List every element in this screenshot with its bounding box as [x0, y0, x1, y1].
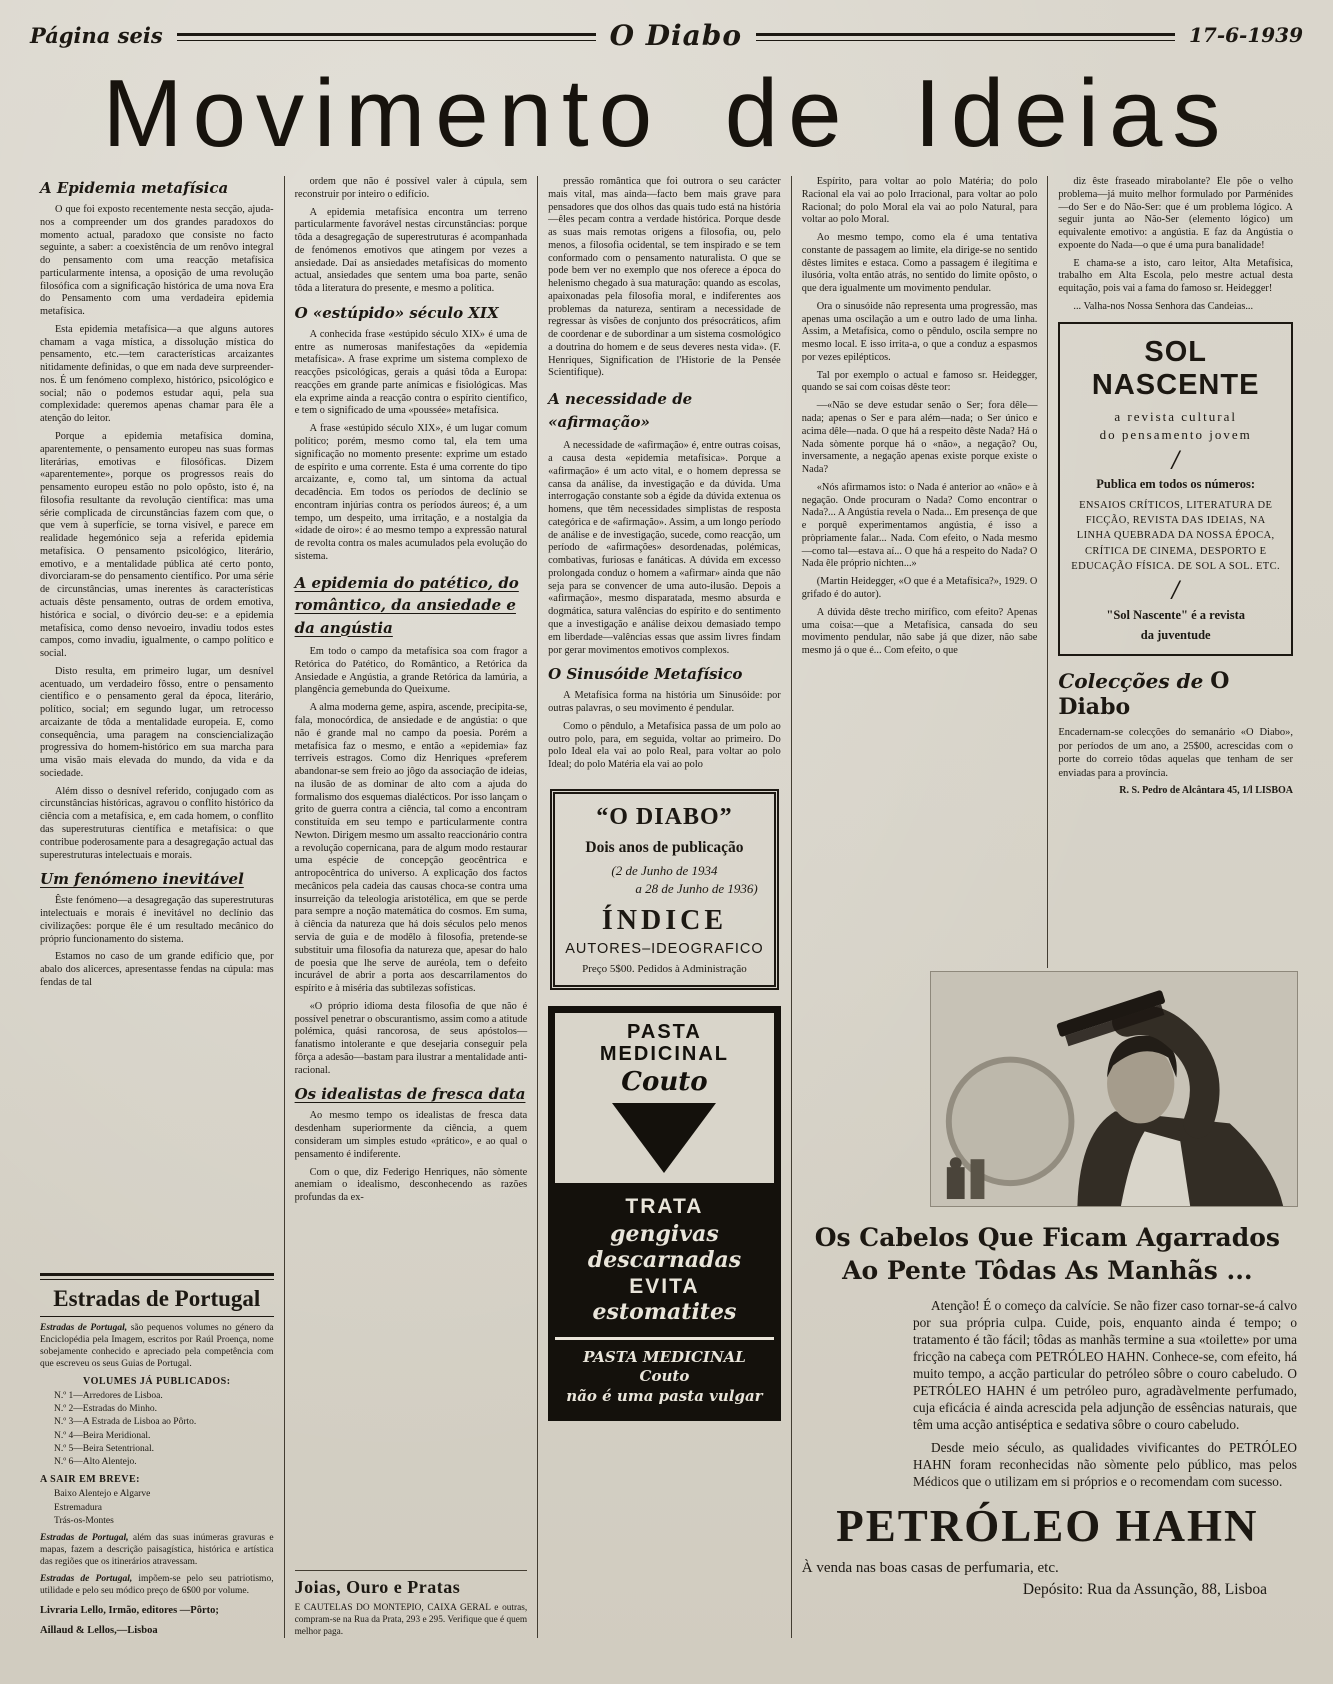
estradas-de-portugal-ad — [40, 1267, 274, 1638]
masthead-rule-right — [756, 33, 1175, 41]
column-5 — [1047, 176, 1303, 968]
volume-item: N.º 5—Beira Setentrional. — [54, 1443, 155, 1454]
diabo-ad-price: Preço 5$00. Pedidos à Administração — [582, 962, 747, 975]
article-paragraph: diz êste fraseado mirabolante? Êle põe o velho problema—já muito melhor formulado por Parménides—do Ser e do Não-Ser: que é um problema lógico. A seguir junta ao Não-Ser (elemento lógico) um equivalente emotivo: a angústia. E faz da Angústia o expoente do Nada—o que é uma pura banalidade! — [1058, 176, 1293, 251]
sol-topics: ENSAIOS CRÍTICOS, LITERATURA DE FICÇÃO, REVISTA DAS IDEIAS, NA LINHA QUEBRADA DA NOSSA ÉPOCA, CRÍTICA DE CINEMA, DESPORTO E EDUCAÇÃO FÍSICA. DE SOL A SOL. ETC. — [1071, 500, 1281, 572]
section-heading-sinusoide: O Sinusóide Metafísico — [548, 665, 743, 684]
volumes-label: VOLUMES JÁ PUBLICADOS: — [83, 1375, 231, 1387]
section-heading-idealistas: Os idealistas de fresca data — [294, 1085, 526, 1104]
hahn-headline-line-1: Os Cabelos Que Ficam Agarrados — [814, 1223, 1280, 1252]
evita-label: EVITA — [629, 1274, 700, 1298]
sol-footer-line-2: da juventude — [1140, 627, 1211, 642]
ad-paragraph: Atenção! É o começo da calvície. Se não fizer caso tornar-se-á calvo por sua própria culpa. Cuide, pois, enquanto ainda é tempo; o tratamento é tão fácil; tôdas as manhãs termine a sua «toilette» por uma fricção na cabeça com PETRÓLEO HAHN. Conhece-se, com efeito, há muito tempo, a acção particular do petróleo sôbre o couro cabeludo. O PETRÓLEO HAHN é um petróleo puro, agradàvelmente perfumado, cuja eficácia é ainda acrescida pela adjunção de essências naturais, que têm uma acção antiséptica e sedativa sôbre o couro cabeludo. — [913, 1298, 1297, 1433]
paragraph-group — [295, 1110, 528, 1209]
hahn-brand-name: PETRÓLEO HAHN — [836, 1501, 1259, 1552]
main-headline: Movimento de Ideias — [102, 60, 1231, 167]
article-paragraph: Ao mesmo tempo os idealistas de fresca data desdenham superiormente da ciência, a quem consideram um simples estudo «prático», e ao qual o pensamento é indiferente. — [294, 1110, 528, 1160]
estradas-note-1 — [40, 1533, 274, 1569]
evita-text: estomatites — [592, 1298, 737, 1325]
volume-item: N.º 2—Estradas do Minho. — [54, 1403, 157, 1414]
hahn-headline-line-2: Ao Pente Tôdas As Manhãs ... — [842, 1255, 1253, 1285]
volume-item: N.º 4—Beira Meridional. — [54, 1430, 151, 1441]
ad-rule — [40, 1316, 274, 1317]
diabo-ad-autores: AUTORES–IDEOGRAFICO — [565, 940, 764, 957]
article-paragraph: Tal por exemplo o actual e famoso sr. Heidegger, quando se sai com coisas dêste teor: — [801, 369, 1038, 394]
volume-item: N.º 6—Alto Alentejo. — [54, 1457, 137, 1468]
estradas-intro-text: são pequenos volumes no género da Enciclopédia pela Imagem, escritos por Raúl Proença, nome sobejamente conhecido e apreciado pela competência com que escreveu os seus Guias de Portugal. — [40, 1323, 274, 1369]
diabo-ad-date-2: a 28 de Junho de 1936) — [635, 880, 758, 896]
hahn-depot-line: Depósito: Rua da Assunção, 88, Lisboa — [1022, 1581, 1267, 1599]
text-columns-4-5 — [792, 176, 1303, 968]
paragraph-group — [295, 646, 528, 1082]
volumes-list — [40, 1390, 274, 1470]
article-paragraph: Êste fenómeno—a desagregação das superestruturas intelectuais e morais é inevitável no declínio das civilizações: porque êle é um resultado mecânico do próprio funcionamento do sistema. — [40, 895, 274, 945]
article-paragraph: Esta epidemia metafísica—a que alguns autores chamam a vaga mística, a dissolução mística do pensamento, etc.—tem características arcaizantes nìtidamente definidas, o que em nada deve surpreender-nos. É um fenómeno complexo, histórico, psicológico e social; não o podemos estudar aqui, pela sua complexidade: queremos apenas chamar para êle a atenção do leitor. — [40, 323, 274, 425]
coleccoes-title — [1058, 668, 1293, 720]
paragraph-group — [295, 176, 528, 301]
hahn-ad-headline — [798, 1222, 1297, 1287]
coleccoes-address: R. S. Pedro de Alcântara 45, 1/l LISBOA — [1119, 784, 1293, 796]
hahn-availability-line: À venda nas boas casas de perfumaria, etc. — [801, 1560, 1059, 1577]
article-paragraph: Em todo o campo da metafísica soa com fragor a Retórica do Patético, do Romântico, a Retórica da Ansiedade e Angústia, a grande Retórica da lamúria, a plangência gemebunda do Queixume. — [294, 646, 528, 696]
pasta-footer-line-1: PASTA MEDICINAL Couto — [583, 1347, 746, 1386]
column-1 — [30, 176, 284, 1638]
petroleo-hahn-ad — [792, 968, 1303, 1638]
publisher-line-2: Aillaud & Lellos,—Lisboa — [40, 1624, 158, 1636]
diabo-ad-subtitle: Dois anos de publicação — [585, 838, 744, 856]
sol-nascente-title: SOL NASCENTE — [1091, 335, 1260, 401]
masthead — [30, 14, 1303, 56]
article-paragraph: A epidemia metafísica encontra um terreno particularmente favorável nestas circunstâncias: porque tôda a desagregação de superestruturas é acompanhada de fenómenos emotivos que atingem por vezes a ansiedade. Daí as ansiedades metafísicas do momento actual, ansiedades que sentem uma boa parte, senão tôda a literatura do presente, e mesmo a política. — [294, 206, 528, 295]
paragraph-group — [40, 895, 274, 994]
page-number-label: Página seis — [30, 22, 163, 48]
pasta-trata-line — [563, 1195, 766, 1219]
article-paragraph: Porque a epidemia metafísica domina, aparentemente, o pensamento europeu nas suas formas literárias, emotivas e filosóficas. Dizem «aparentemente», porque os progressos reais do pensamento europeu estão no polo opôsto, isto é, na filosofia resultante da revolução científica: mas uma série complicada de circunstâncias fazem com que, o que vem à superfície, se torna visível, e parece em realidade hegemónico seja a referida epidemia metafísica. O pensamento psicológico, literário, emotivo, e a mentalidade pública até certo ponto, divorciaram-se do pensamento científico. Por uma série de circunstâncias, umas inerentes às características actuais dêste pensamento, outras de ordem emotiva, histórica e social, o divórcio deu-se: e a epidemia metafísica, como denso nevoeiro, invadiu todos estes campos, como invadiu, igualmente, o campo político e social. — [40, 431, 274, 660]
o-diabo-indice-ad — [550, 789, 779, 990]
pasta-footer-line-2: não é uma pasta vulgar — [566, 1386, 763, 1405]
newspaper-title: O Diabo — [609, 18, 743, 52]
coleccoes-body: Encadernam-se colecções do semanário «O Diabo», por períodos de um ano, a 25$00, acrescidas com o porte do correio tôdas aquelas que tenham de ser enviadas para a província. — [1058, 727, 1293, 780]
paragraph-group — [40, 204, 274, 867]
paragraph-group — [295, 329, 528, 569]
pasta-brand-script: Couto — [621, 1066, 708, 1097]
article-paragraph: A alma moderna geme, aspira, ascende, precipita-se, fala, monocórdica, de ansiedade e de angústia: o que não é grande mal no campo da poesia. Porém a metafísica faz o mesmo, e então a «epidemia» faz terríveis estragos. Como diz Henriques «preferem abandonar-se sem freio ao jôgo da associação de ideias, na ilusão de as dominar de alto com a ajuda do formalismo dos esquemas dialécticos. Por isso lançam o grito de guerra contra a ciência, tal como a encontram constituída em seu tempo e particularmente contra Newton. Dirigem mesmo um assalto reaccionário contra a revolução copernicana, para de algum modo restaurar uma espécie de concepção geocêntrica e antropocêntrica do universo. A explicação dos factos mecânicos pela cadeia das causas choca-se contra uma insurreição da teleologia aristotélica, em que se perde para sempre a noção matemática do cosmos. Em suma, à ciência da natureza que há dois séculos pelo menos servia de guia e de modêlo à filosofia, pretende-se substituir uma filosofia da natureza que, apesar do halo de poesia que lhe serve de auréola, tem o defeito incurável de abrir a porta aos descarrilamentos do espírito e à miséria das subtilezas sofísticas. — [294, 702, 528, 995]
section-heading-epidemia-patetico: A epidemia do patético, do romântico, da ansiedade e da angústia — [294, 573, 519, 637]
coleccoes-notice — [1058, 666, 1293, 798]
coleccoes-title-script: Colecções de — [1058, 669, 1204, 694]
diabo-ad-indice: ÍNDICE — [601, 904, 728, 936]
estradas-note-2 — [40, 1574, 274, 1598]
article-paragraph: A frase «estúpido século XIX», é um lugar comum político; porém, mesmo como tal, ela tem uma significação no momento presente: exprime um estado de espírito e uma corrente. Esta é uma corrente do tipo arcaizante, e, como tal, um sintoma da actual decadência. Em todos os períodos de declínio se encontram injúrias contra os períodos áureos; é, a um tempo, um despeito, uma irritação, e a nostalgia da «idade de oiro»: é ao mesmo tempo a expressão natural de revolta contra os males acumulados pela evolução do sistema. — [294, 423, 528, 562]
section-heading-fenomeno: Um fenómeno inevitável — [40, 870, 244, 889]
article-paragraph: «Nós afirmamos isto: o Nada é anterior ao «não» e à negação. Onde procuram o Nada? Como encontrar o Nada?... A Angústia revela o Nada... Em presença de que e porquê experimentamos angústia, é isso a pròpriamente falar... Nada. Com efeito, o Nada mesmo—como tal—estava aí... O que há a respeito do Nada? O Nada êle próprio nichten...» — [801, 481, 1038, 570]
article-paragraph: Espírito, para voltar ao polo Matéria; do polo Racional ela vai ao polo Irracional, para voltar ao polo Racional; do polo Moral ela vai ao polo Natural, para voltar ao polo Moral. — [801, 176, 1038, 226]
trata-label: TRATA — [625, 1194, 704, 1218]
pasta-ad-claims — [555, 1183, 774, 1337]
ad-rule — [40, 1273, 274, 1280]
slash-ornament: / — [1171, 448, 1180, 474]
estradas-note-2-text: impõem-se pelo seu patriotismo, utilidade e pelo seu módico preço de 6$00 por volume. — [40, 1573, 274, 1596]
column-4 — [792, 176, 1048, 968]
article-paragraph: A conhecida frase «estúpido século XIX» é uma de entre as numerosas manifestações da «epidemia metafísica». A frase exprime um sistema complexo de reacções psicológicas, gerais a quási tôda a Europa: reacções em grande parte anímicas e fisiológicas. Mas ela exprime ainda a reacção contra o espírito científico, e tem o significado de uma «poussée» metafísica. — [294, 328, 528, 417]
man-combing-hair-photo — [931, 972, 1297, 1206]
article-paragraph: ... Valha-nos Nossa Senhora das Candeias... — [1073, 300, 1254, 312]
hahn-ad-body — [913, 1297, 1297, 1490]
sol-nascente-ad — [1058, 322, 1293, 656]
column-3 — [537, 176, 791, 1638]
sol-subtitle-2: do pensamento jovem — [1099, 426, 1252, 442]
triangle-ornament — [612, 1103, 716, 1173]
paragraph-group — [548, 690, 781, 777]
article-paragraph: Ao mesmo tempo, como ela é uma tentativa constante de passagem ao limite, ela dirige-se no sentido dêstes limites e estaca. Como a passagem é ilegítima e ilusória, volta então atrás, no sentido do limite opôsto, o que dera igualmente um movimento pendular. — [801, 232, 1038, 295]
estradas-intro-lead: Estradas de Portugal, — [40, 1323, 128, 1334]
soon-item: Baixo Alentejo e Algarve — [54, 1489, 151, 1500]
pasta-ad-header — [555, 1013, 774, 1183]
soon-label: A SAIR EM BREVE: — [40, 1474, 140, 1486]
sol-subtitle-1: a revista cultural — [1114, 408, 1237, 424]
publisher-line-1: Livraria Lello, Irmão, editores —Pôrto; — [40, 1604, 219, 1616]
ad-paragraph: Desde meio século, as qualidades vivificantes do PETRÓLEO HAHN foram reconhecidas não sòmente pelo público, mas pelos Médicos que o utilizam em si próprios e o recomendam com sucesso. — [913, 1440, 1297, 1490]
pasta-brand-line-1: PASTA — [627, 1020, 702, 1043]
article-paragraph: Com o que, diz Federigo Henriques, não sòmente anemiam o idealismo, desconhecendo as razões profundas da ex- — [294, 1166, 528, 1204]
section-heading-epidemia: A Epidemia metafísica — [40, 179, 229, 197]
estradas-intro — [40, 1323, 274, 1371]
sol-footer-line-1: "Sol Nascente" é a revista — [1106, 608, 1245, 623]
joias-ad-title: Joias, Ouro e Pratas — [294, 1576, 461, 1597]
masthead-rule-left — [177, 33, 596, 41]
halftone-photo-illustration — [931, 972, 1297, 1206]
article-paragraph: Além disso o desnível referido, conjugado com as circunstâncias históricas, agravou o conflito histórico da ciência com a metafísica, e, em cada homem, o conflito das superestruturas científica e metafísica: o que contribue poderosamente para a desagregação actual das superestruturas intelectuais e morais. — [40, 785, 274, 861]
trata-text: gengivas descarnadas — [587, 1220, 742, 1273]
soon-item: Trás-os-Montes — [54, 1515, 114, 1526]
article-paragraph: Estamos no caso de um grande edifício que, por abalo dos alicerces, apresentasse fendas na cúpula: mas fendas de tal — [40, 951, 274, 988]
estradas-note-1-text: além das suas inúmeras gravuras e mapas, fazem a descrição paisagística, histórica e artística das regiões que os itinerários atravessam. — [40, 1533, 274, 1568]
volume-item: N.º 1—Arredores de Lisboa. — [54, 1390, 163, 1401]
article-paragraph: ordem que não é possível valer à cúpula, sem reconstruir por inteiro o edifício. — [294, 176, 528, 200]
article-paragraph: (Martin Heidegger, «O que é a Metafísica?», 1929. O grifado é do autor). — [801, 576, 1038, 600]
soon-list — [40, 1488, 274, 1528]
columns-area — [30, 176, 1303, 1638]
estradas-note-2-lead: Estradas de Portugal, — [40, 1573, 133, 1584]
section-heading-estupido-seculo: O «estúpido» século XIX — [294, 303, 499, 322]
pasta-brand-line-2: MEDICINAL — [599, 1042, 729, 1065]
pasta-evita-line — [563, 1275, 766, 1325]
article-paragraph: O que foi exposto recentemente nesta secção, ajuda-nos a compreender um dos grandes paradoxos do momento actual, paradoxo que consiste no facto seguinte, a saber: a coexistência de um renôvo integral do pensamento com uma reacção metafísica particularmente intensa, a oposição de uma revolução filosófica com a significação histórica de uma nova Era do Pensamento com uma verdadeira epidemia metafísica. — [40, 204, 274, 318]
article-paragraph: «O próprio idioma desta filosofia de que não é possível penetrar o obscurantismo, assim como a atitude polémica, quási rancorosa, de seus apóstolos—fanatismo intolerante e que desejaria conseguir pela fôrça a adesão—bastam para ilustrar a mentalidade anti-racional. — [294, 1000, 528, 1076]
pasta-ad-footer — [555, 1337, 774, 1415]
diabo-ad-date-1: (2 de Junho de 1934 — [611, 862, 718, 878]
issue-date: 17-6-1939 — [1189, 23, 1304, 47]
article-paragraph: Como o pêndulo, a Metafísica passa de um polo ao outro polo, para, em seguida, voltar ao primeiro. Do polo Ideal ela vai ao polo Real, para voltar ao polo Ideal; do polo Matéria ela vai ao polo — [548, 720, 781, 771]
article-paragraph: A Metafísica forma na história um Sinusóide: por outras palavras, o seu movimento é pendular. — [548, 690, 781, 715]
column-2 — [284, 176, 538, 1638]
paragraph-group — [548, 176, 781, 385]
pasta-medicinal-couto-ad — [548, 1006, 781, 1422]
diabo-ad-title: “O DIABO” — [596, 803, 733, 830]
article-paragraph: Ora o sinusóide não representa uma progressão, mas apenas uma oscilação a um e outro lado de uma linha. Assim, a Metafísica, como o pêndulo, oscila sempre no mesmo local. E isso irrita-a, o que a conduz a espasmos por vezes epilépticos. — [801, 300, 1038, 363]
article-paragraph: A dúvida dêste trecho mirífico, com efeito? Apenas uma coisa:—que a Metafísica, cansada do seu movimento pendular, não sabe já que dizer, não sabe mesmo já o que é... Com efeito, o que — [801, 606, 1038, 657]
paragraph-group — [1058, 176, 1293, 314]
volume-item: N.º 3—A Estrada de Lisboa ao Pôrto. — [54, 1417, 197, 1428]
section-heading-necessidade: A necessidade de «afirmação» — [548, 390, 693, 431]
article-paragraph: Disto resulta, em primeiro lugar, um desnível acentuado, um verdadeiro fôsso, entre o pensamento científico e o pensamento geral da época, literário, político, social; em segundo lugar, um retrocesso arcaizante de tôda a mentalidade europeia. E, como consequência, uma paragem na consciencialização progressiva do homem-histórico em sua marcha para uma visão mais elevada do mundo, da vida e da sociedade. — [40, 665, 274, 779]
paragraph-group — [802, 176, 1038, 658]
coleccoes-title-rest: O Diabo — [1058, 668, 1230, 721]
sol-publica-label: Publica em todos os números: — [1096, 477, 1256, 492]
slash-ornament: / — [1171, 578, 1180, 604]
estradas-note-1-lead: Estradas de Portugal, — [40, 1533, 129, 1544]
article-paragraph: pressão romântica que foi outrora o seu carácter mais vital, mas ainda—facto bem mais grave para pensadores que dos olhos das quais tudo está na história—êles pecam contra a verdade histórica. Porque desde as suas mais remotas origens a filosofia, ou, pelo menos, a filosofia ocidental, se tem inspirado e se tem conformado com o pensamento naturalista. O que se pode bem ver no exemplo que nos oferece a época do helenismo chegado à sua maturação: quando as escolas, apaixonadas pela filosofia moral, e indiferentes aos problemas da natureza, sentiram a necessidade de regressar às visões de conjunto dos présocráticos, afim de coordenar e de subordinar a um sistema cosmológico a doutrina do homem e de seus deveres nesta vida». (F. Henriques, Signification de l'Historie de la Pensée Scientifique). — [548, 176, 781, 379]
estradas-ad-title: Estradas de Portugal — [53, 1286, 261, 1312]
paragraph-group — [548, 440, 781, 662]
article-paragraph: —«Não se deve estudar senão o Ser; fora dêle—nada; apenas o Ser e para além—nada; o Ser único e acima dêle—nada. O que há a respeito dêste Nada? Há o Nada sòmente porque há o «não», a negação? Ou, inversamente, a negação apenas existe porque existe o Nada? — [801, 400, 1038, 476]
joias-ouro-pratas-ad — [295, 1570, 528, 1638]
joias-ad-body: E CAUTELAS DO MONTEPIO, CAIXA GERAL e outras, compram-se na Rua da Prata, 293 e 295. Verifique que é quem melhor paga. — [294, 1602, 528, 1637]
columns-4-5-area — [791, 176, 1303, 1638]
article-paragraph: A necessidade de «afirmação» é, entre outras coisas, a causa desta «epidemia metafísica». Porque a «afirmação» é um acto vital, e o homem depressa se cansa da análise, da investigação e da dúvida. Uma interrogação constante sob a égide da dúvida extenua os homens, que têm necessidades simplistas de resposta categórica e de «afirmação». Assim, a um longo período de análise e de investigação, sucede, como reacção, um período de «afirmações» desordenadas, polémicas, combativas, furiosas e fanáticas. A dúvida em excesso prolongada conduz o homem a «afirmar» ainda que não seja para se convencer de uma auto-ilusão. Depois a «afirmação», mesmo disparatada, mesmo absurda e dogmática, satura valências do espírito e do sentimento que a investigação e análise deixou demasiado tempo em liberdade—valências essas que assim livres findam por gerar movimentos emotivos complexos. — [548, 440, 781, 656]
soon-item: Estremadura — [54, 1502, 103, 1513]
article-paragraph: E chama-se a isto, caro leitor, Alta Metafísica, trabalho em Alta Escola, pelo mestre actual desta equitação, pois vai a fama do famoso sr. Heidegger! — [1058, 257, 1293, 295]
